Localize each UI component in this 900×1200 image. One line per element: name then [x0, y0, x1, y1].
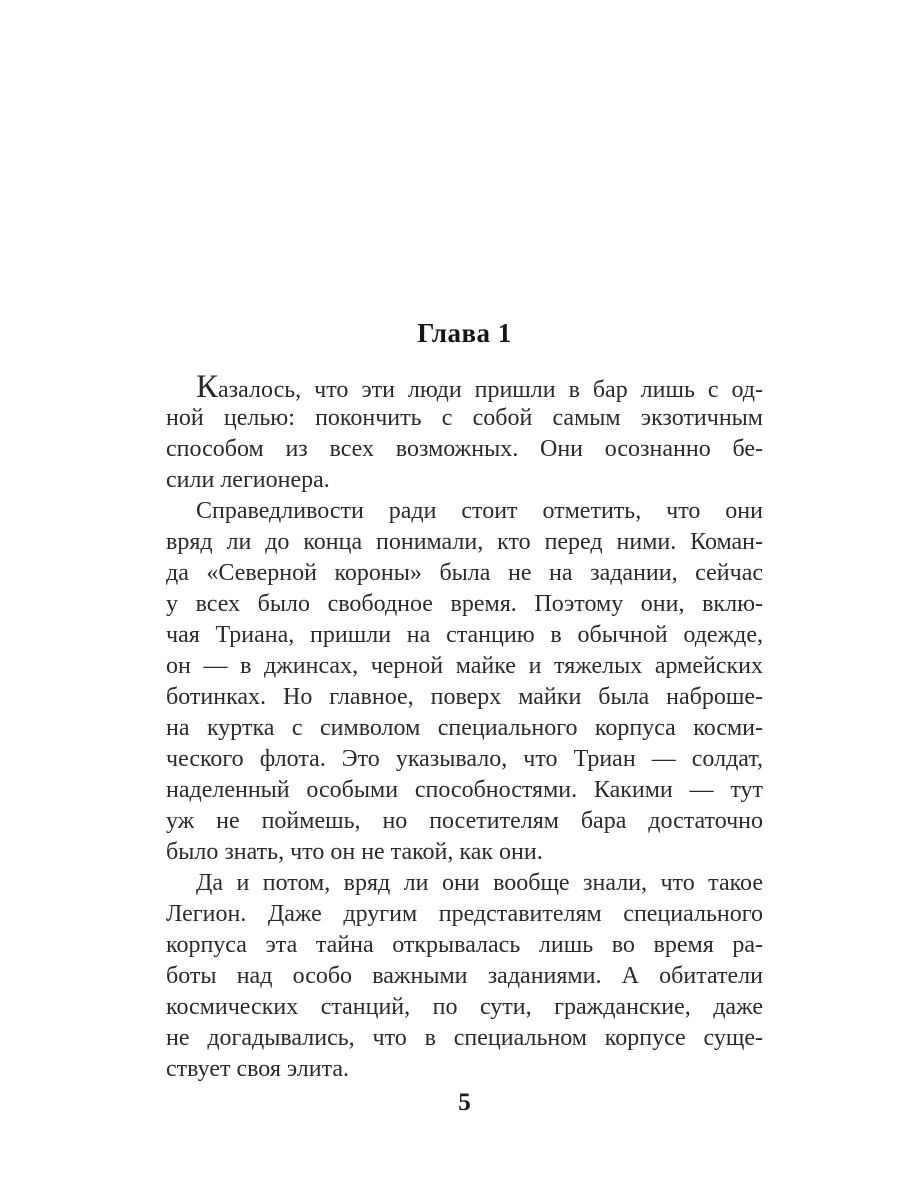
text-line: корпуса эта тайна открывалась лишь во время ра- — [166, 932, 763, 958]
text-line: вряд ли до конца понимали, кто перед ними. Коман- — [166, 529, 763, 555]
paragraph — [166, 868, 763, 1085]
paragraphs — [166, 369, 763, 1085]
text-line: чая Триана, пришли на станцию в обычной одежде, — [166, 622, 763, 648]
text-line: он — в джинсах, черной майке и тяжелых армейских — [166, 653, 763, 679]
text-line: на куртка с символом специального корпуса косми- — [166, 715, 763, 741]
text-line: не догадывались, что в специальном корпусе суще- — [166, 1025, 763, 1051]
text-line: космических станций, по сути, гражданские, даже — [166, 994, 763, 1020]
text-line: Казалось, что эти люди пришли в бар лишь с од- — [196, 369, 763, 405]
chapter-title: Глава 1 — [417, 318, 512, 348]
text-line: ствует своя элита. — [166, 1056, 349, 1082]
text-line: было знать, что он не такой, как они. — [166, 839, 543, 865]
initial-capital: К — [196, 369, 219, 405]
text-line: боты над особо важными заданиями. А обитатели — [166, 963, 763, 989]
text-line: сили легионера. — [166, 467, 330, 493]
text-line: Легион. Даже другим представителям специального — [166, 901, 763, 927]
text-line: уж не поймешь, но посетителям бара достаточно — [166, 808, 763, 834]
text-line: ботинках. Но главное, поверх майки была наброше- — [166, 684, 763, 710]
text-line: способом из всех возможных. Они осознанно бе- — [166, 436, 763, 462]
page-number: 5 — [458, 1089, 471, 1116]
text-line: Да и потом, вряд ли они вообще знали, что такое — [196, 870, 763, 896]
paragraph — [166, 496, 763, 868]
paragraph — [166, 369, 763, 496]
text-line: ческого флота. Это указывало, что Триан — солдат, — [166, 746, 763, 772]
text-line: у всех было свободное время. Поэтому они, вклю- — [166, 591, 763, 617]
text-line: наделенный особыми способностями. Какими — тут — [166, 777, 763, 803]
text-line: ной целью: покончить с собой самым экзотичным — [166, 405, 763, 431]
text-line: Справедливости ради стоит отметить, что они — [196, 498, 763, 524]
text-line: да «Северной короны» была не на задании, сейчас — [166, 560, 763, 586]
